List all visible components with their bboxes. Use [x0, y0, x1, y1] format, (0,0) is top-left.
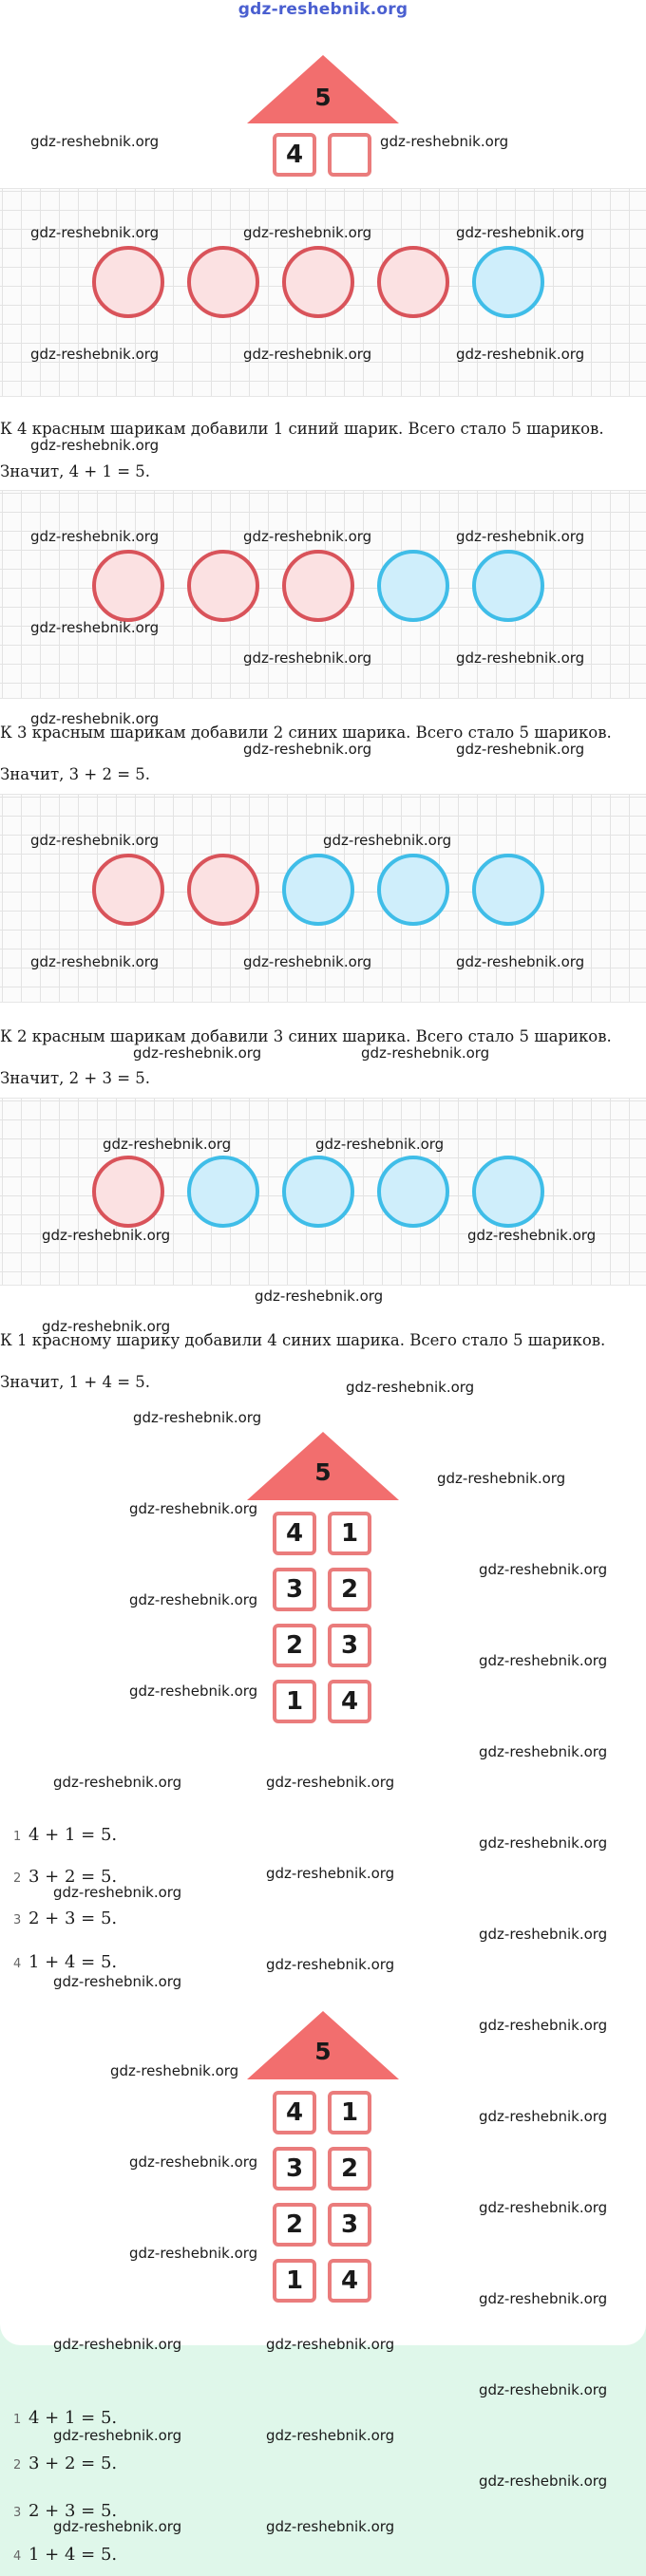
conclusion-2: Значит, 3 + 2 = 5.	[0, 765, 151, 783]
watermark: gdz-reshebnik.org	[243, 224, 372, 241]
house-cell-right	[328, 133, 371, 177]
watermark: gdz-reshebnik.org	[479, 2473, 608, 2490]
answer-equation-2: 2 3 + 2 = 5.	[13, 2454, 118, 2473]
watermark: gdz-reshebnik.org	[42, 1227, 171, 1244]
ball-red	[282, 246, 354, 318]
ball-blue	[472, 1156, 544, 1228]
balls-panel-2	[0, 490, 646, 699]
ball-red	[377, 246, 449, 318]
watermark: gdz-reshebnik.org	[30, 619, 160, 636]
ball-blue	[472, 246, 544, 318]
watermark: gdz-reshebnik.org	[479, 2290, 608, 2307]
ball-blue	[377, 1156, 449, 1228]
equation-item-3: 3 2 + 3 = 5.	[13, 1908, 118, 1928]
watermark: gdz-reshebnik.org	[30, 224, 160, 241]
house-cell: 3	[273, 2147, 316, 2191]
watermark: gdz-reshebnik.org	[53, 1973, 182, 1990]
watermark: gdz-reshebnik.org	[380, 133, 509, 150]
house-roof-number: 5	[314, 2038, 332, 2065]
watermark: gdz-reshebnik.org	[53, 1774, 182, 1791]
sentence-1: К 4 красным шарикам добавили 1 синий шарик. Всего стало 5 шариков.	[0, 420, 604, 438]
conclusion-3: Значит, 2 + 3 = 5.	[0, 1069, 151, 1087]
watermark: gdz-reshebnik.org	[243, 649, 372, 667]
ball-blue	[282, 854, 354, 926]
house-cell: 4	[273, 1512, 316, 1555]
sentence-2: К 3 красным шарикам добавили 2 синих шарика. Всего стало 5 шариков.	[0, 724, 612, 742]
watermark: gdz-reshebnik.org	[479, 2199, 608, 2216]
watermark: gdz-reshebnik.org	[479, 1834, 608, 1852]
house-cell: 3	[328, 2203, 371, 2247]
watermark: gdz-reshebnik.org	[255, 1288, 384, 1305]
watermark: gdz-reshebnik.org	[30, 346, 160, 363]
house-cell: 4	[328, 1680, 371, 1723]
watermark: gdz-reshebnik.org	[437, 1470, 566, 1487]
balls-panel-3	[0, 794, 646, 1003]
answer-equation-4: 4 1 + 4 = 5.	[13, 2545, 118, 2565]
sentence-3: К 2 красным шарикам добавили 3 синих шарика. Всего стало 5 шариков.	[0, 1027, 612, 1045]
watermark: gdz-reshebnik.org	[129, 1591, 258, 1608]
watermark: gdz-reshebnik.org	[30, 832, 160, 849]
answer-equation-1: 1 4 + 1 = 5.	[13, 2408, 118, 2428]
ball-blue	[377, 550, 449, 622]
ball-red	[187, 854, 259, 926]
house-cell: 1	[273, 1680, 316, 1723]
watermark: gdz-reshebnik.org	[479, 1652, 608, 1669]
house-roof-number: 5	[314, 84, 332, 111]
watermark: gdz-reshebnik.org	[346, 1379, 475, 1396]
watermark: gdz-reshebnik.org	[133, 1409, 262, 1426]
ball-blue	[282, 1156, 354, 1228]
watermark: gdz-reshebnik.org	[53, 1884, 182, 1901]
house-cell: 2	[328, 2147, 371, 2191]
watermark: gdz-reshebnik.org	[479, 1743, 608, 1760]
house-cell: 2	[273, 1624, 316, 1667]
watermark: gdz-reshebnik.org	[479, 1561, 608, 1578]
answer-equation-3: 3 2 + 3 = 5.	[13, 2501, 118, 2521]
house-cell: 4	[328, 2259, 371, 2303]
balls-panel-4	[0, 1098, 646, 1286]
watermark: gdz-reshebnik.org	[30, 528, 160, 545]
watermark: gdz-reshebnik.org	[30, 953, 160, 970]
watermark: gdz-reshebnik.org	[133, 1044, 262, 1062]
watermark: gdz-reshebnik.org	[42, 1318, 171, 1335]
watermark: gdz-reshebnik.org	[103, 1136, 232, 1153]
watermark: gdz-reshebnik.org	[456, 953, 585, 970]
sentence-4: К 1 красному шарику добавили 4 синих шарика. Всего стало 5 шариков.	[0, 1331, 606, 1349]
watermark: gdz-reshebnik.org	[479, 1926, 608, 1943]
house-cell: 3	[273, 1568, 316, 1611]
watermark: gdz-reshebnik.org	[129, 1500, 258, 1517]
ball-red	[92, 550, 164, 622]
house-cell-left: 4	[273, 133, 316, 177]
watermark: gdz-reshebnik.org	[456, 741, 585, 758]
equation-item-4: 4 1 + 4 = 5.	[13, 1952, 118, 1972]
watermark: gdz-reshebnik.org	[30, 437, 160, 454]
watermark: gdz-reshebnik.org	[323, 832, 452, 849]
watermark: gdz-reshebnik.org	[243, 741, 372, 758]
watermark: gdz-reshebnik.org	[266, 2518, 395, 2535]
watermark: gdz-reshebnik.org	[456, 528, 585, 545]
ball-blue	[187, 1156, 259, 1228]
ball-red	[92, 1156, 164, 1228]
watermark: gdz-reshebnik.org	[110, 2062, 239, 2079]
watermark: gdz-reshebnik.org	[467, 1227, 597, 1244]
ball-red	[282, 550, 354, 622]
conclusion-4: Значит, 1 + 4 = 5.	[0, 1373, 151, 1391]
ball-blue	[472, 854, 544, 926]
house-cell: 2	[273, 2203, 316, 2247]
watermark: gdz-reshebnik.org	[53, 2336, 182, 2353]
ball-red	[92, 246, 164, 318]
watermark: gdz-reshebnik.org	[266, 1774, 395, 1791]
watermark: gdz-reshebnik.org	[315, 1136, 445, 1153]
ball-blue	[377, 854, 449, 926]
ball-red	[187, 246, 259, 318]
ball-red	[92, 854, 164, 926]
house-cell: 3	[328, 1624, 371, 1667]
watermark: gdz-reshebnik.org	[479, 2381, 608, 2398]
house-cell: 1	[328, 1512, 371, 1555]
watermark: gdz-reshebnik.org	[456, 649, 585, 667]
balls-panel-1	[0, 188, 646, 397]
house-cell: 1	[328, 2091, 371, 2134]
watermark: gdz-reshebnik.org	[243, 346, 372, 363]
conclusion-1: Значит, 4 + 1 = 5.	[0, 462, 151, 480]
watermark: gdz-reshebnik.org	[53, 2427, 182, 2444]
watermark: gdz-reshebnik.org	[243, 953, 372, 970]
watermark: gdz-reshebnik.org	[456, 346, 585, 363]
ball-red	[187, 550, 259, 622]
watermark: gdz-reshebnik.org	[266, 1956, 395, 1973]
watermark: gdz-reshebnik.org	[266, 1865, 395, 1882]
watermark: gdz-reshebnik.org	[266, 2336, 395, 2353]
site-title[interactable]: gdz-reshebnik.org	[238, 0, 408, 19]
house-cell: 4	[273, 2091, 316, 2134]
watermark: gdz-reshebnik.org	[243, 528, 372, 545]
watermark: gdz-reshebnik.org	[479, 2017, 608, 2034]
house-cell: 1	[273, 2259, 316, 2303]
watermark: gdz-reshebnik.org	[479, 2108, 608, 2125]
house-roof-number: 5	[314, 1458, 332, 1486]
watermark: gdz-reshebnik.org	[361, 1044, 490, 1062]
equation-item-1: 1 4 + 1 = 5.	[13, 1825, 118, 1845]
watermark: gdz-reshebnik.org	[129, 1683, 258, 1700]
watermark: gdz-reshebnik.org	[30, 133, 160, 150]
watermark: gdz-reshebnik.org	[129, 2245, 258, 2262]
house-cell: 2	[328, 1568, 371, 1611]
watermark: gdz-reshebnik.org	[30, 710, 160, 727]
watermark: gdz-reshebnik.org	[266, 2427, 395, 2444]
equation-item-2: 2 3 + 2 = 5.	[13, 1867, 118, 1887]
watermark: gdz-reshebnik.org	[456, 224, 585, 241]
ball-blue	[472, 550, 544, 622]
watermark: gdz-reshebnik.org	[129, 2153, 258, 2171]
watermark: gdz-reshebnik.org	[53, 2518, 182, 2535]
